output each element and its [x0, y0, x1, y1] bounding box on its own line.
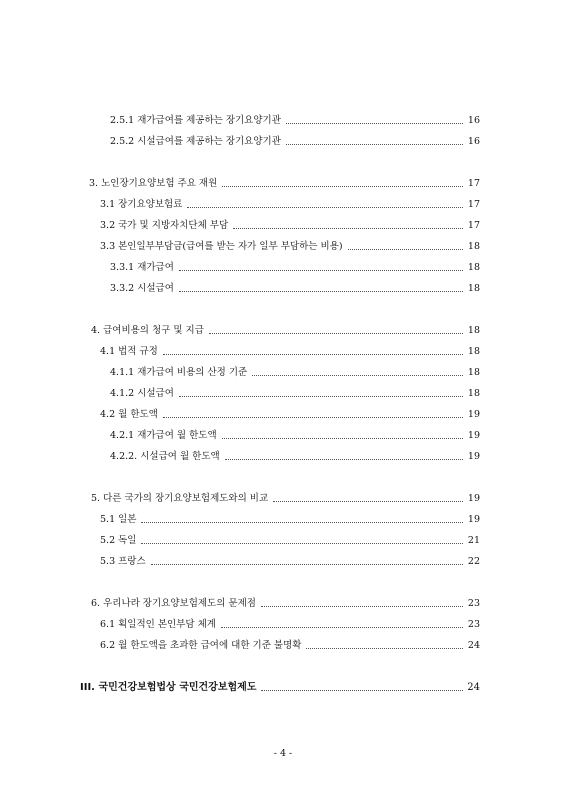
toc-page-number: 18	[467, 367, 480, 378]
page-number-footer: - 4 -	[273, 748, 293, 759]
toc-title: 3.2 국가 및 지방자치단체 부담	[100, 220, 229, 231]
toc-page-number: 21	[467, 535, 480, 546]
toc-entry-6-1	[100, 616, 480, 632]
toc-page-number: 16	[467, 115, 480, 126]
dot-leader	[286, 122, 463, 124]
toc-page-number: 24	[467, 682, 480, 693]
toc-entry-4-1-2	[110, 385, 480, 401]
toc-title: 6.2 월 한도액을 초과한 급여에 대한 기준 불명확	[100, 640, 302, 651]
dot-leader	[222, 437, 463, 439]
toc-entry-5	[91, 490, 480, 506]
toc-title: 4.1.2 시설급여	[110, 388, 174, 399]
toc-entry-4-1	[100, 343, 480, 359]
toc-entry-6	[91, 595, 480, 611]
toc-entry-5-2	[100, 532, 480, 548]
toc-page-number: 19	[467, 493, 480, 504]
toc-entry-4-1-1	[110, 364, 480, 380]
toc-entry-2-5-2	[110, 133, 480, 149]
toc-entry-3-3-1	[110, 259, 480, 275]
toc-entry-4-2-2	[110, 448, 480, 464]
toc-page-number: 22	[467, 556, 480, 567]
dot-leader	[221, 626, 463, 628]
toc-title: 2.5.1 재가급여를 제공하는 장기요양기관	[110, 115, 281, 126]
toc-entry-4-2-1	[110, 427, 480, 443]
toc-page-number: 19	[467, 514, 480, 525]
toc-title: 4.2 월 한도액	[100, 409, 158, 420]
toc-page-number: 19	[467, 409, 480, 420]
toc-entry-3	[89, 175, 480, 191]
toc-entry-3-3-2	[110, 280, 480, 296]
toc-page-number: 18	[467, 262, 480, 273]
toc-title: 3.3 본인일부부담금(급여를 받는 자가 일부 부담하는 비용)	[100, 241, 343, 252]
dot-leader	[163, 416, 463, 418]
dot-leader	[306, 647, 463, 649]
toc-title: 4.1.1 재가급여 비용의 산정 기준	[110, 367, 248, 378]
dot-leader	[222, 185, 463, 187]
toc-title: 5.3 프랑스	[100, 556, 146, 567]
toc-entry-5-3	[100, 553, 480, 569]
toc-entry-3-2	[100, 217, 480, 233]
toc-page-number: 23	[467, 619, 480, 630]
toc-title: III. 국민건강보험법상 국민건강보험제도	[80, 682, 257, 693]
toc-page-number: 19	[467, 451, 480, 462]
toc-title: 5.2 독일	[100, 535, 137, 546]
toc-title: 2.5.2 시설급여를 제공하는 장기요양기관	[110, 136, 281, 147]
toc-title: 4. 급여비용의 청구 및 지급	[91, 325, 204, 336]
toc-title: 5.1 일본	[100, 514, 137, 525]
toc-title: 3. 노인장기요양보험 주요 재원	[89, 178, 218, 189]
toc-title: 4.2.2. 시설급여 월 한도액	[110, 451, 220, 462]
toc-entry-4	[91, 322, 480, 338]
toc-page-number: 18	[467, 241, 480, 252]
toc-page-number: 18	[467, 346, 480, 357]
dot-leader	[187, 206, 463, 208]
dot-leader	[179, 269, 463, 271]
dot-leader	[261, 605, 463, 607]
toc-page-number: 19	[467, 430, 480, 441]
toc-page-number: 17	[467, 199, 480, 210]
toc-page-number: 17	[467, 220, 480, 231]
toc-title: 3.1 장기요양보험료	[100, 199, 183, 210]
toc-entry-5-1	[100, 511, 480, 527]
dot-leader	[348, 248, 463, 250]
toc-title: 6.1 획일적인 본인부담 체계	[100, 619, 216, 630]
dot-leader	[261, 689, 463, 691]
toc-title: 5. 다른 국가의 장기요양보험제도와의 비교	[91, 493, 269, 504]
toc-title: 6. 우리나라 장기요양보험제도의 문제점	[91, 598, 256, 609]
toc-page-number: 17	[467, 178, 480, 189]
toc-page-number: 23	[467, 598, 480, 609]
dot-leader	[286, 143, 463, 145]
toc-page-number: 18	[467, 388, 480, 399]
dot-leader	[233, 227, 463, 229]
dot-leader	[209, 332, 463, 334]
toc-entry-6-2	[100, 637, 480, 653]
dot-leader	[179, 395, 463, 397]
toc-entry-4-2	[100, 406, 480, 422]
toc-title: 3.3.1 재가급여	[110, 262, 174, 273]
toc-entry-3-3	[100, 238, 480, 254]
toc-entry-2-5-1	[110, 112, 480, 128]
dot-leader	[141, 542, 463, 544]
toc-title: 4.2.1 재가급여 월 한도액	[110, 430, 217, 441]
dot-leader	[252, 374, 463, 376]
dot-leader	[163, 353, 463, 355]
toc-page-number: 18	[467, 325, 480, 336]
dot-leader	[151, 563, 463, 565]
toc-page-number: 24	[467, 640, 480, 651]
toc-page-number: 16	[467, 136, 480, 147]
dot-leader	[273, 500, 463, 502]
toc-title: 4.1 법적 규정	[100, 346, 158, 357]
toc-title: 3.3.2 시설급여	[110, 283, 174, 294]
toc-entry-3-1	[100, 196, 480, 212]
dot-leader	[179, 290, 463, 292]
toc-entry-chapter-3	[80, 679, 480, 695]
toc-page-number: 18	[467, 283, 480, 294]
dot-leader	[141, 521, 463, 523]
dot-leader	[225, 458, 463, 460]
